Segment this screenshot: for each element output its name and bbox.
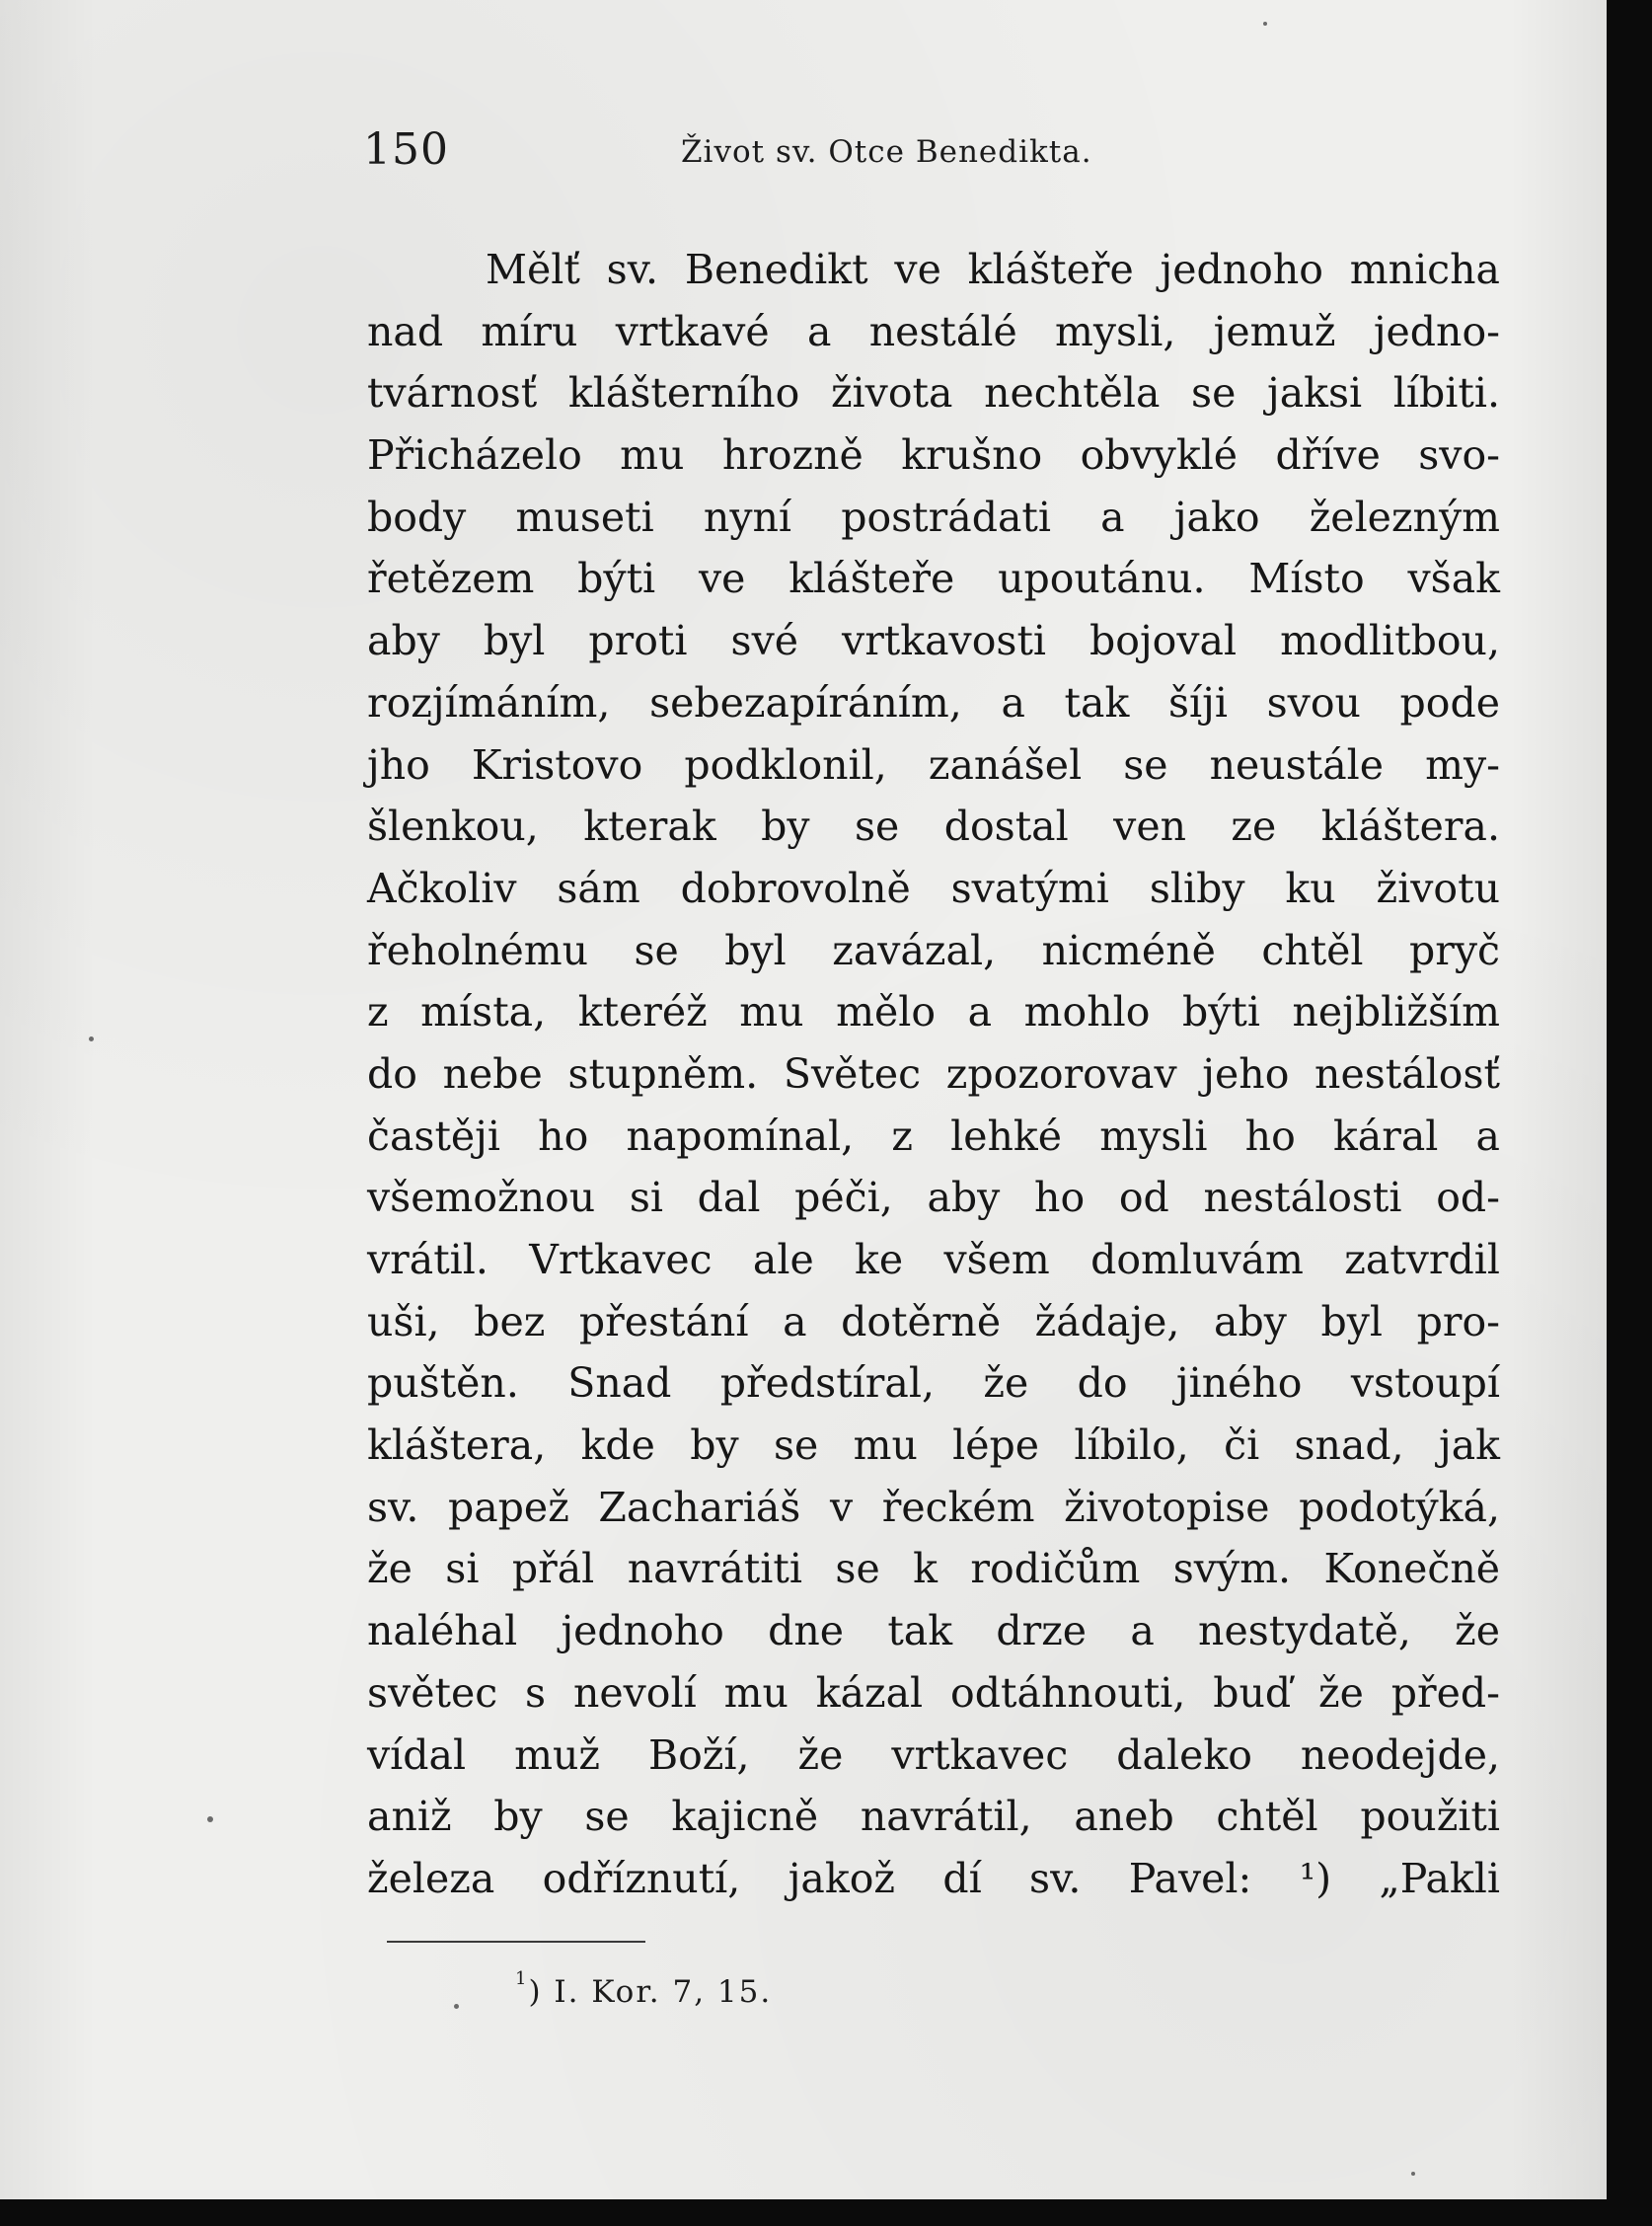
- text-line: kláštera, kde by se mu lépe líbilo, či snad, jak: [367, 1421, 1500, 1470]
- text-line: rozjímáním, sebezapíráním, a tak šíji svou pode: [367, 678, 1500, 727]
- page-number: 150: [363, 124, 449, 175]
- text-line: všemožnou si dal péči, aby ho od nestálosti od-: [367, 1174, 1500, 1222]
- scan-speck: [89, 1036, 94, 1041]
- text-line: sv. papež Zachariáš v řeckém životopise podotýká,: [367, 1483, 1500, 1531]
- scan-speck: [1263, 22, 1267, 26]
- text-line: vrátil. Vrtkavec ale ke všem domluvám zatvrdil: [367, 1236, 1500, 1283]
- text-line: řetězem býti ve klášteře upoutánu. Místo však: [367, 555, 1500, 603]
- text-line: světec s nevolí mu kázal odtáhnouti, buď že před-: [367, 1668, 1500, 1717]
- text-line: do nebe stupněm. Světec zpozorovav jeho nestálosť: [367, 1049, 1500, 1098]
- footnote: [515, 1968, 773, 2010]
- text-line: častěji ho napomínal, z lehké mysli ho káral a: [367, 1112, 1500, 1160]
- footnote-divider: [387, 1941, 645, 1943]
- text-line: že si přál navrátiti se k rodičům svým. Konečně: [367, 1545, 1500, 1593]
- text-line: z místa, kteréž mu mělo a mohlo býti nejbližším: [367, 988, 1500, 1036]
- text-line: aniž by se kajicně navrátil, aneb chtěl použiti: [367, 1793, 1500, 1841]
- text-line: body museti nyní postrádati a jako železným: [367, 493, 1500, 541]
- text-line: železa odříznutí, jakož dí sv. Pavel: ¹) „Pakli: [367, 1854, 1500, 1902]
- text-line: jho Kristovo podklonil, zanášel se neustále my-: [367, 740, 1500, 789]
- body-paragraph: [367, 239, 1500, 1910]
- scan-speck: [1411, 2172, 1415, 2176]
- running-title: Život sv. Otce Benedikta.: [681, 134, 1092, 170]
- text-line: nad míru vrtkavé a nestálé mysli, jemuž jedno-: [367, 307, 1500, 355]
- text-line: Přicházelo mu hrozně krušno obvyklé dříve svo-: [367, 431, 1500, 480]
- text-line: uši, bez přestání a dotěrně žádaje, aby byl pro-: [367, 1297, 1500, 1345]
- scan-speck: [454, 2004, 459, 2009]
- text-line: puštěn. Snad předstíral, že do jiného vstoupí: [367, 1359, 1500, 1408]
- text-line: aby byl proti své vrtkavosti bojoval modlitbou,: [367, 617, 1500, 665]
- text-line: vídal muž Boží, že vrtkavec daleko neodejde,: [367, 1730, 1500, 1779]
- text-line: řeholnému se byl zavázal, nicméně chtěl pryč: [367, 926, 1500, 974]
- text-line: Mělť sv. Benedikt ve klášteře jednoho mnicha: [486, 246, 1500, 293]
- running-head: [363, 124, 1488, 184]
- footnote-marker: 1: [515, 1968, 529, 1989]
- text-line: šlenkou, kterak by se dostal ven ze kláštera.: [367, 803, 1500, 851]
- text-line: tvárnosť klášterního života nechtěla se jaksi líbiti.: [367, 369, 1500, 418]
- text-line: naléhal jednoho dne tak drze a nestydatě, že: [367, 1607, 1500, 1655]
- text-line: Ačkoliv sám dobrovolně svatými sliby ku životu: [367, 864, 1500, 912]
- scan-speck: [207, 1816, 213, 1822]
- footnote-text: ) I. Kor. 7, 15.: [528, 1974, 773, 2010]
